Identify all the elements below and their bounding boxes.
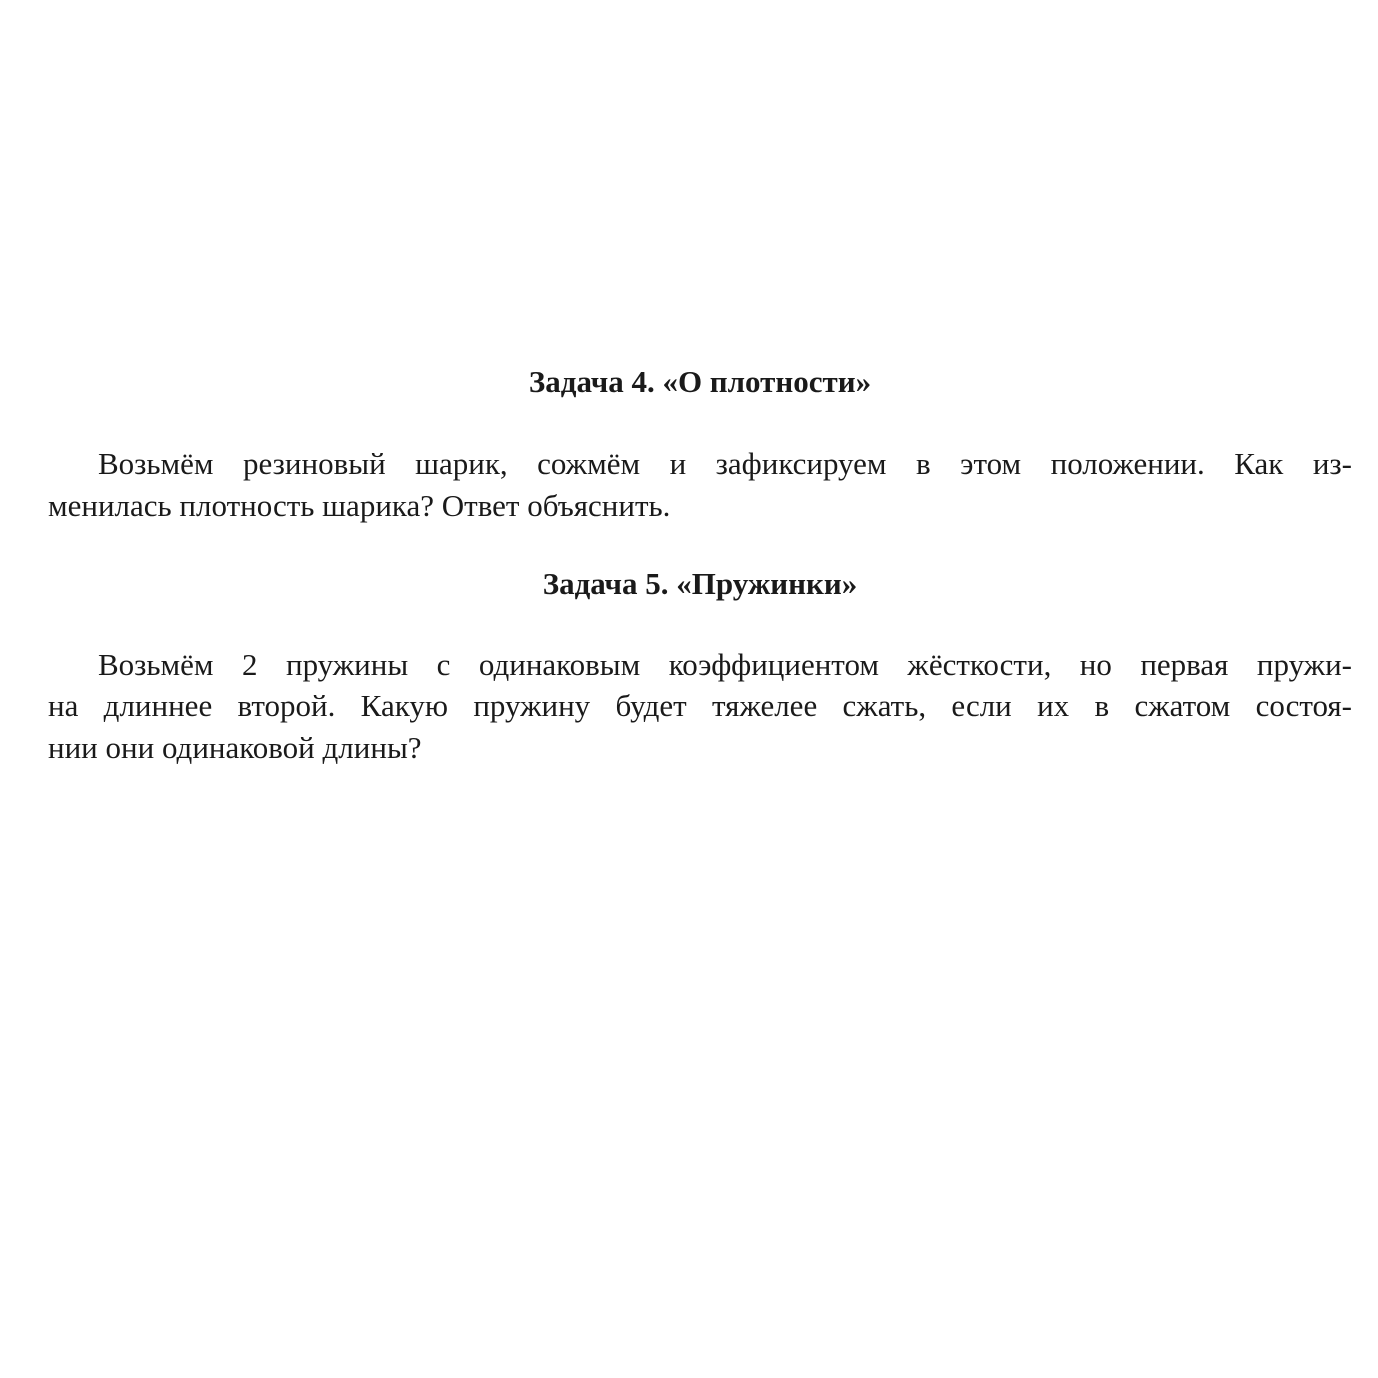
task-5-text-line-1: Возьмём 2 пружины с одинаковым коэффициентом жёсткости, но первая пружи- [98, 647, 1352, 682]
task-5-text-line-2: на длиннее второй. Какую пружину будет тяжелее сжать, если их в сжатом состоя- [48, 688, 1352, 723]
task-5-heading: Задача 5. «Пружинки» [542, 566, 858, 601]
task-4-text-line-1: Возьмём резиновый шарик, сожмём и зафиксируем в этом положении. Как из- [98, 446, 1352, 481]
task-5-text-line-3: нии они одинаковой длины? [48, 730, 422, 765]
task-4-heading: Задача 4. «О плотности» [528, 364, 872, 399]
task-4-text-line-2: менилась плотность шарика? Ответ объяснить. [48, 488, 671, 523]
